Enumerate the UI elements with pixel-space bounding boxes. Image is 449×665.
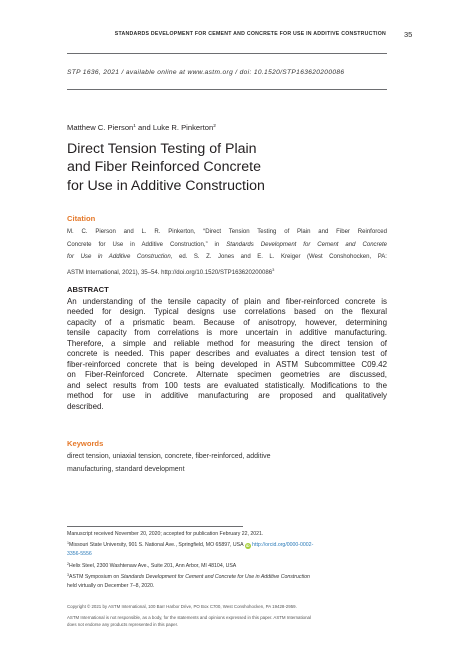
abstract-line: capacity of a prismatic beam. Because of anisotropy, however, determining <box>67 317 387 327</box>
page-number: 35 <box>404 30 413 39</box>
author-line <box>67 123 216 132</box>
copyright-notice: Copyright © 2021 by ASTM International, 100 Barr Harbor Drive, PO Box C700, West Conshohocken, PA 19428-2959. <box>67 604 297 609</box>
orcid-icon: iD <box>245 544 250 548</box>
title-line: for Use in Additive Construction <box>67 177 265 194</box>
title-line: and Fiber Reinforced Concrete <box>67 159 261 176</box>
citation-book-title: for Use in Additive Construction <box>67 254 171 260</box>
title-line: Direct Tension Testing of Plain <box>67 141 257 157</box>
keywords-line: manufacturing, standard development <box>67 465 185 473</box>
footnote-2-affiliation: Helix Steel, 2300 Washtenaw Ave., Suite 201, Ann Arbor, MI 48104, USA <box>69 563 237 569</box>
footnote-mark-3: 3 <box>67 573 69 577</box>
orcid-link-continued[interactable]: 3356-5556 <box>67 550 92 557</box>
citation-line <box>67 251 387 264</box>
citation-line <box>67 264 387 280</box>
keywords-heading: Keywords <box>67 439 104 448</box>
author-2: Luke R. Pinkerton <box>152 123 214 132</box>
abstract-line: concrete is needed. This paper describes and evaluates a direct tension test of <box>67 349 387 359</box>
abstract-line: method for use in additive manufacturing are proposed and qualitatively <box>67 391 387 401</box>
citation-doi-link[interactable]: ASTM International, 2021), 35–54. http://doi.org/10.1520/STP163620200086 <box>67 269 273 276</box>
footnote-mark-1: 1 <box>67 541 69 545</box>
keywords-line: direct tension, uniaxial tension, concrete, fiber-reinforced, additive <box>67 453 271 460</box>
citation-heading: Citation <box>67 214 96 223</box>
citation-text-segment: , ed. S. Z. Jones and E. L. Kreiger (West Conshohocken, PA: <box>170 254 387 260</box>
keywords-text <box>67 451 387 476</box>
footnote-rule <box>67 526 243 527</box>
abstract-line: described. <box>67 401 104 411</box>
footnote-3-line: held virtually on December 7–8, 2020. <box>67 582 155 589</box>
citation-line: M. C. Pierson and L. R. Pinkerton, “Direct Tension Testing of Plain and Fiber Reinforced <box>67 229 387 235</box>
abstract-line: on Fiber-Reinforced Concrete. Alternate specimen geometries are discussed, <box>67 370 387 380</box>
author-1: Matthew C. Pierson <box>67 123 134 132</box>
footnote-mark-2: 2 <box>67 562 69 566</box>
footnote-1 <box>67 539 397 559</box>
abstract-text <box>67 297 387 412</box>
abstract-line: Therefore, a simple and reliable method for measuring the direct tension of <box>67 338 387 348</box>
running-head: STANDARDS DEVELOPMENT FOR CEMENT AND CONCRETE FOR USE IN ADDITIVE CONSTRUCTION <box>114 31 386 37</box>
footnote-1-affiliation: Missouri State University, 901 S. National Ave., Springfield, MO 65897, USA <box>69 542 244 548</box>
abstract-line: An understanding of the tensile capacity of plain and fiber-reinforced concrete is <box>67 297 387 306</box>
footnote-mark-3: 3 <box>272 266 275 272</box>
doi-rule <box>67 89 387 90</box>
paper-title <box>67 140 367 195</box>
citation-line <box>67 239 387 252</box>
disclaimer <box>67 615 397 628</box>
author-connector: and <box>135 123 153 132</box>
manuscript-received: Manuscript received November 20, 2020; accepted for publication February 22, 2021. <box>67 531 264 537</box>
footnote-3-line <box>67 571 397 582</box>
abstract-heading: ABSTRACT <box>67 285 109 294</box>
doi-line: STP 1636, 2021 / available online at www.astm.org / doi: 10.1520/STP163620200086 <box>67 69 345 76</box>
footnote-3-text: ASTM Symposium on <box>69 574 121 580</box>
affiliation-mark-1: 1 <box>133 124 136 129</box>
disclaimer-line: ASTM International is not responsible, as a body, for the statements and opinions expressed in this paper. ASTM International <box>67 615 311 620</box>
footnote-2 <box>67 560 397 571</box>
abstract-line: tensile capacity from correlations is more uncertain in additive manufacturing. <box>67 328 387 338</box>
abstract-line: and select results from 100 tests are evaluated statistically. Modifications to the <box>67 380 387 390</box>
disclaimer-line: does not endorse any products represented in this paper. <box>67 621 179 627</box>
footnote-3 <box>67 571 397 591</box>
citation-text-segment: Concrete for Use in Additive Construction,” in <box>67 241 227 248</box>
affiliation-mark-2: 2 <box>213 124 216 129</box>
footnote-1-line <box>67 539 397 550</box>
abstract-line: needed for design. Typical designs use correlations based on the flexural <box>67 307 387 317</box>
citation-text <box>67 226 387 279</box>
header-rule <box>67 53 387 54</box>
orcid-link[interactable]: http://orcid.org/0000-0002- <box>252 542 314 548</box>
citation-book-title: Standards Development for Cement and Concrete <box>226 241 388 248</box>
abstract-line: fiber-reinforced concrete that is being developed in ASTM Subcommittee C09.42 <box>67 359 387 369</box>
footnote-3-symposium-title: Standards Development for Cement and Concrete for Use in Additive Construction <box>120 574 310 580</box>
